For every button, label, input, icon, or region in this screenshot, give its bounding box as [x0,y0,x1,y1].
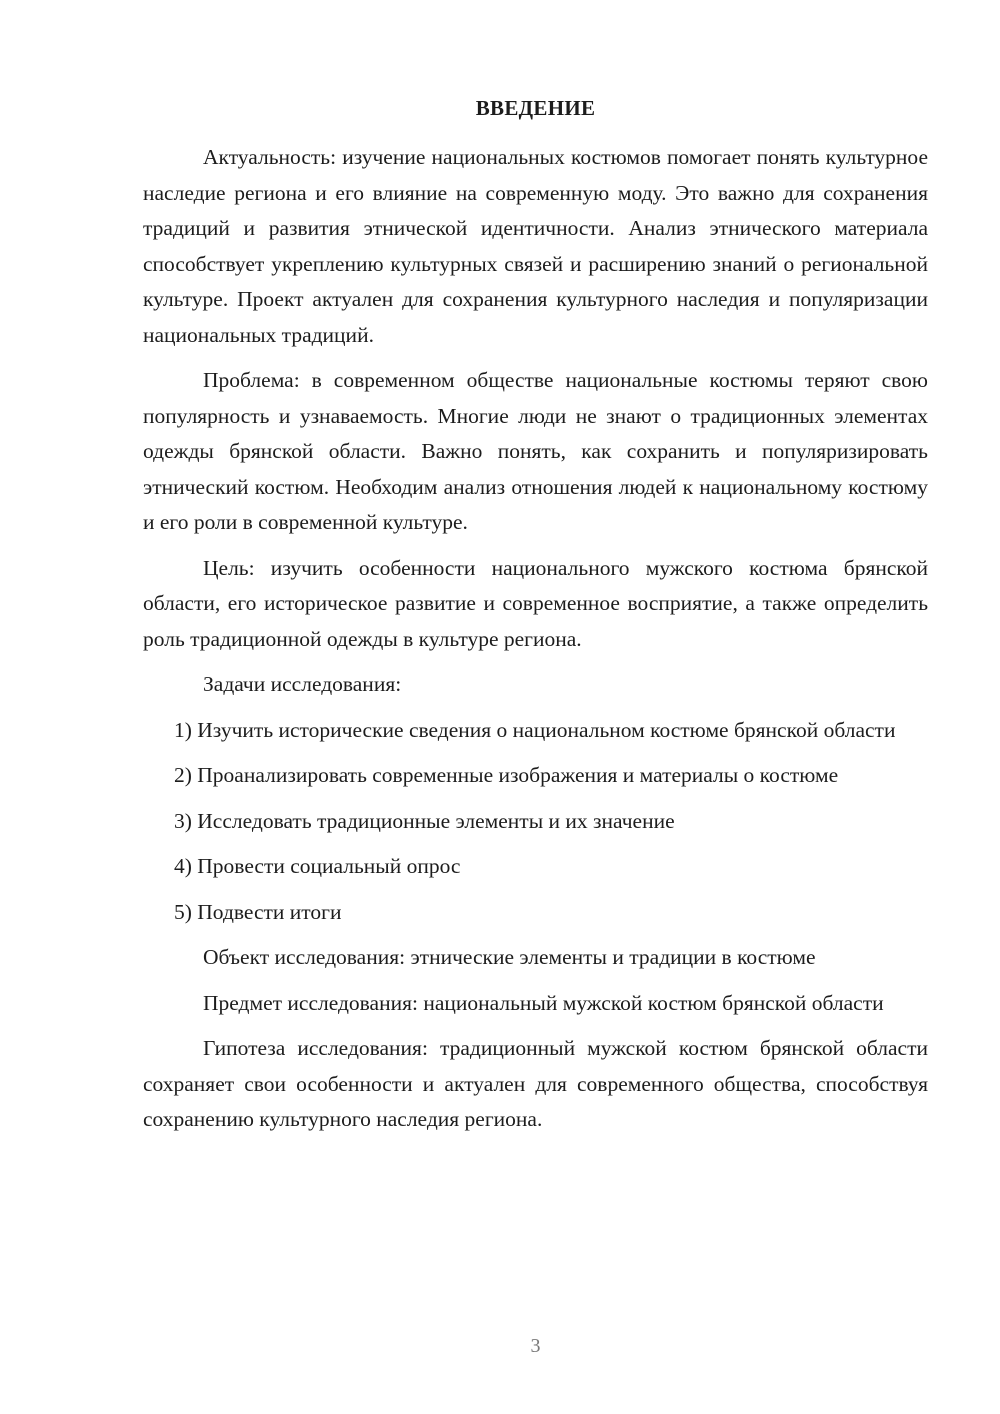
task-item: 2) Проанализировать современные изображения и материалы о костюме [174,763,839,787]
object-paragraph: Объект исследования: этнические элементы и традиции в костюме [203,945,816,969]
task-item: 5) Подвести итоги [174,899,342,924]
document-page [143,0,928,1414]
task-item: 4) Провести социальный опрос [174,854,461,878]
subject-paragraph: Предмет исследования: национальный мужской костюм брянской области [203,990,884,1015]
document-body [143,140,928,1148]
goal-paragraph: Цель: изучить особенности национального мужского костюма брянской области, его историческое развитие и современное восприятие, а также определить роль традиционной одежды в культуре региона. [143,555,928,651]
section-heading: ВВЕДЕНИЕ [475,96,596,120]
task-item: 1) Изучить исторические сведения о национальном костюме брянской области [174,717,896,742]
page-number: 3 [530,1335,541,1357]
problem-paragraph: Проблема: в современном обществе национальные костюмы теряют свою популярность и узнаваемость. Многие люди не знают о традиционных элементах одежды брянской области. Важно понять, как сохранить и популяризировать этнический костюм. Необходим анализ отношения людей к национальному костюму и его роли в современной культуре. [143,368,928,534]
task-item: 3) Исследовать традиционные элементы и их значение [174,808,675,833]
tasks-title: Задачи исследования: [203,672,402,696]
relevance-paragraph: Актуальность: изучение национальных костюмов помогает понять культурное наследие региона и его влияние на современную моду. Это важно для сохранения традиций и развития этнической идентичности. Анализ этнического материала способствует укреплению культурных связей и расширению знаний о региональной культуре. Проект актуален для сохранения культурного наследия и популяризации национальных традиций. [143,145,928,347]
hypothesis-paragraph: Гипотеза исследования: традиционный мужской костюм брянской области сохраняет свои особенности и актуален для современного общества, способствуя сохранению культурного наследия региона. [143,1036,928,1131]
